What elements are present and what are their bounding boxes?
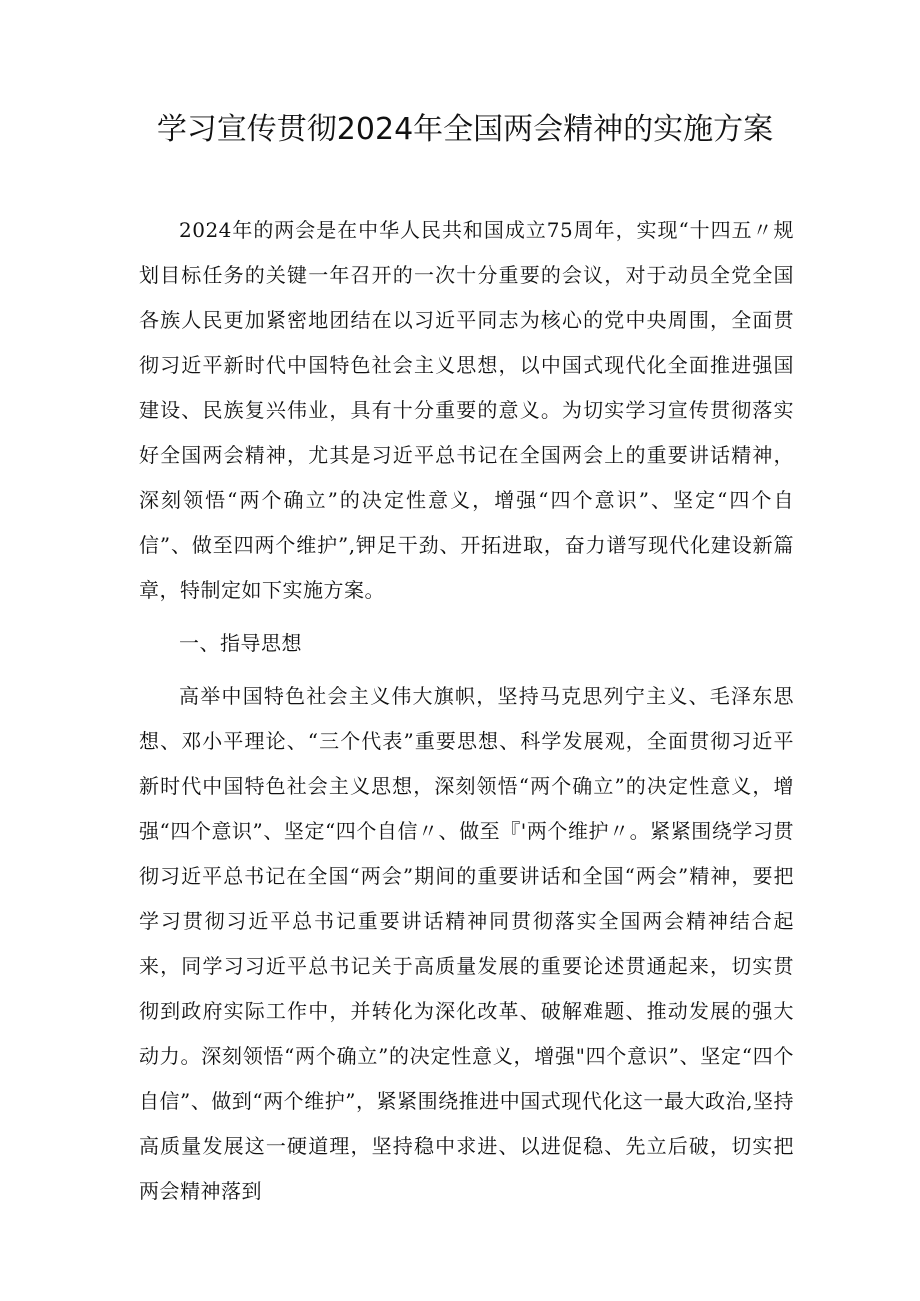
guiding-ideology-paragraph: 高举中国特色社会主义伟大旗帜，坚持马克思列宁主义、毛泽东思想、邓小平理论、“三个代表”重要思想、科学发展观，全面贯彻习近平新时代中国特色社会主义思想，深刻领悟“两个确立”的决定性意义，增强“四个意识”、坚定“四个自信〃、做至『'两个维护〃。紧紧围绕学习贯彻习近平总书记在全国“两会”期间的重要讲话和全国“两会”精神，要把学习贯彻习近平总书记重要讲话精神同贯彻落实全国两会精神结合起来，同学习习近平总书记关于高质量发展的重要论述贯通起来，切实贯彻到政府实际工作中，并转化为深化改革、破解难题、推动发展的强大动力。深刻领悟“两个确立”的决定性意义，增强"四个意识”、坚定“四个自信”、做到“两个维护”，紧紧围绕推进中国式现代化这一最大政治,坚持高质量发展这一硬道理，坚持稳中求进、以进促稳、先立后破，切实把两会精神落到 bbox=[139, 684, 794, 1203]
document-body bbox=[139, 208, 794, 1214]
document-title: 学习宣传贯彻2024年全国两会精神的实施方案 bbox=[156, 112, 774, 147]
intro-paragraph: 2024年的两会是在中华人民共和国成立75周年，实现“十四五〃规划目标任务的关键一年召开的一次十分重要的会议，对于动员全党全国各族人民更加紧密地团结在以习近平同志为核心的党中央周围，全面贯彻习近平新时代中国特色社会主义思想，以中国式现代化全面推进强国建设、民族复兴伟业，具有十分重要的意义。为切实学习宣传贯彻落实好全国两会精神，尤其是习近平总书记在全国两会上的重要讲话精神，深刻领悟“两个确立”的决定性意义，增强“四个意识”、坚定“四个自信”、做至四两个维护”,钾足干劲、开拓进取，奋力谱写现代化建设新篇章，特制定如下实施方案。 bbox=[139, 218, 794, 602]
section-heading-guiding-ideology: 一、指导思想 bbox=[179, 631, 302, 655]
